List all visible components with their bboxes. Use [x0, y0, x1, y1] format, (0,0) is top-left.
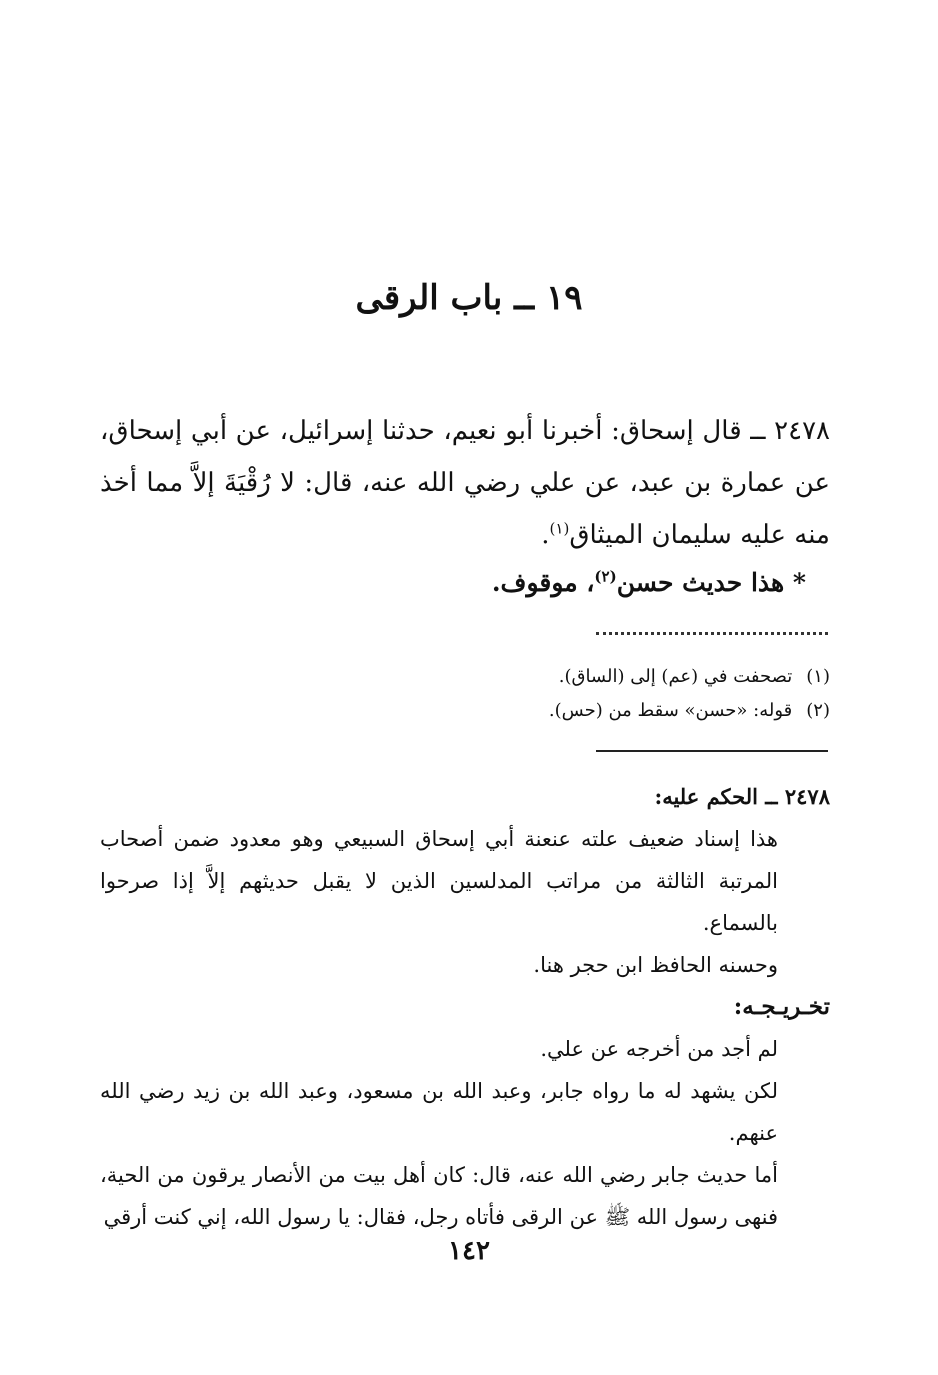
grade-text: * هذا حديث حسن	[616, 568, 806, 597]
footnote-text: قوله: «حسن» سقط من (حس).	[548, 700, 793, 721]
footnote-1	[100, 660, 830, 694]
commentary-paragraph: أما حديث جابر رضي الله عنه، قال: كان أهل بيت من الأنصار يرقون من الحية، فنهى رسول الله ﷺ عن الرقى فأتاه رجل، فقال: يا رسول الله، إني كنت أرقي	[100, 1163, 778, 1229]
footnote-text: تصحفت في (عم) إلى (الساق).	[558, 666, 793, 687]
hadith-grade	[100, 568, 830, 597]
footnote-2	[100, 694, 830, 728]
footnote-marker-1[interactable]: (١)	[549, 519, 570, 538]
commentary-paragraph: هذا إسناد ضعيف علته عنعنة أبي إسحاق السبيعي وهو معدود ضمن أصحاب المرتبة الثالثة من مراتب المدلسين الذين لا يقبل حديثهم إلاَّ إذا صرحوا بالسماع.	[100, 827, 778, 935]
commentary-separator	[596, 750, 828, 752]
hadith-end: .	[541, 520, 550, 550]
footnote-number: (٢)	[806, 700, 830, 721]
hadith-paragraph	[100, 405, 830, 561]
grade-text-end: ، موقوف.	[491, 568, 595, 597]
hadith-text	[100, 405, 830, 561]
commentary	[100, 776, 830, 1238]
commentary-paragraph: وحسنه الحافظ ابن حجر هنا.	[533, 953, 778, 977]
footnote-separator	[596, 632, 828, 635]
commentary-heading: ٢٤٧٨ ــ الحكم عليه:	[654, 784, 830, 809]
page-number: ١٤٢	[448, 1236, 490, 1266]
footnote-marker-2[interactable]: (٢)	[594, 567, 617, 586]
commentary-paragraph: لم أجد من أخرجه عن علي.	[540, 1037, 778, 1061]
footnote-number: (١)	[806, 666, 830, 687]
chapter-title: ١٩ ــ باب الرقى	[355, 278, 583, 318]
footnotes	[100, 660, 830, 728]
takhrij-heading: تخـريـجـه:	[733, 993, 830, 1020]
hadith-body: ٢٤٧٨ ــ قال إسحاق: أخبرنا أبو نعيم، حدثنا إسرائيل، عن أبي إسحاق، عن عمارة بن عبد، عن علي رضي الله عنه، قال: لا رُقْيَةَ إلاَّ مما أخذ منه عليه سليمان الميثاق	[100, 416, 830, 550]
commentary-paragraph: لكن يشهد له ما رواه جابر، وعبد الله بن مسعود، وعبد الله بن زيد رضي الله عنهم.	[100, 1079, 778, 1145]
